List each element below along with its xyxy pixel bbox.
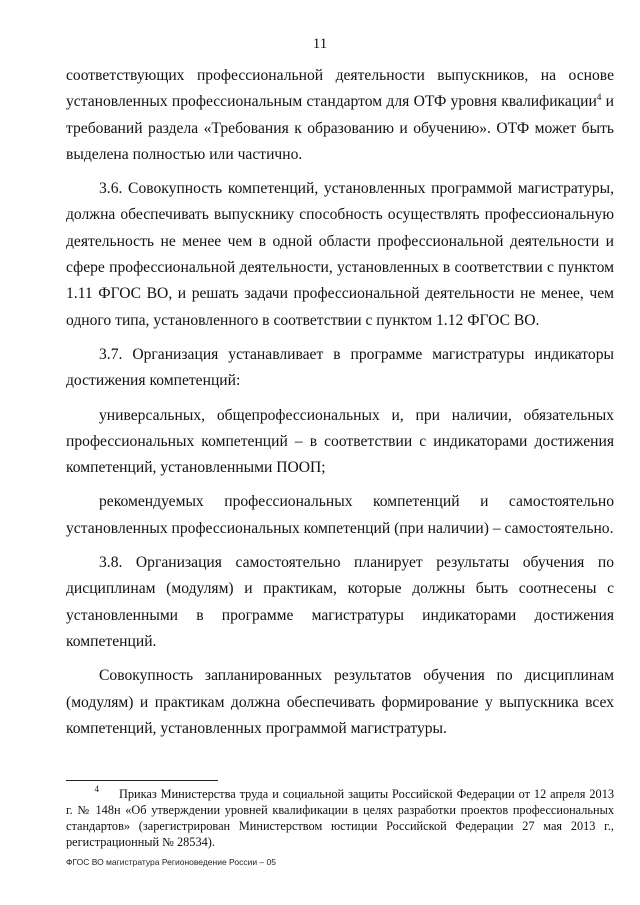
continuation-tail: и требований раздела «Требования к образованию и обучению». ОТФ может быть выделена полностью или частично. [66, 93, 614, 163]
footnote-reference[interactable]: 4 [596, 92, 602, 103]
continuation-text: соответствующих профессиональной деятельности выпускников, на основе установленных профессиональным стандартом для ОТФ уровня квалификации [66, 67, 614, 111]
footnote-mark-number: 4 [94, 784, 99, 794]
footnote-text: Приказ Министерства труда и социальной защиты Российской Федерации от 12 апреля 2013 г. № 148н «Об утверждении уровней квалификации в целях разработки проектов профессиональных стандартов» (зарегистрирован Министерством юстиции Российской Федерации 27 мая 2013 г., регистрационный № 28534). [66, 787, 614, 849]
paragraph-final: Совокупность запланированных результатов обучения по дисциплинам (модулям) и практикам должна обеспечивать формирование у выпускника всех компетенций, установленных программой магистратуры. [66, 667, 614, 737]
paragraph-continuation [66, 63, 614, 168]
paragraph-3-7-item-2: рекомендуемых профессиональных компетенций и самостоятельно установленных профессиональных компетенций (при наличии) – самостоятельно. [66, 493, 614, 537]
body-text [66, 63, 614, 742]
footnote-divider [66, 780, 218, 781]
paragraph-3-8: 3.8. Организация самостоятельно планирует результаты обучения по дисциплинам (модулям) и практикам, которые должны быть соотнесены с установленными в программе магистратуры индикаторами достижения компетенций. [66, 554, 614, 650]
footnote-mark [66, 786, 119, 802]
paragraph-3-6: 3.6. Совокупность компетенций, установленных программой магистратуры, должна обеспечивать выпускнику способность осуществлять профессиональную деятельность не менее чем в одной области профессиональной деятельности и сфере профессиональной деятельности, установленных в соответствии с пунктом 1.11 ФГОС ВО, и решать задачи профессиональной деятельности не менее, чем одного типа, установленного в соответствии с пунктом 1.12 ФГОС ВО. [66, 180, 614, 329]
paragraph-3-7-item-1: универсальных, общепрофессиональных и, при наличии, обязательных профессиональных компетенций – в соответствии с индикаторами достижения компетенций, установленными ПООП; [66, 406, 614, 477]
footnote [66, 786, 614, 850]
page-footer: ФГОС ВО магистратура Регионоведение России – 05 [66, 857, 276, 867]
paragraph-3-7: 3.7. Организация устанавливает в программе магистратуры индикаторы достижения компетенций: [66, 345, 614, 390]
page-number: 11 [312, 36, 328, 52]
